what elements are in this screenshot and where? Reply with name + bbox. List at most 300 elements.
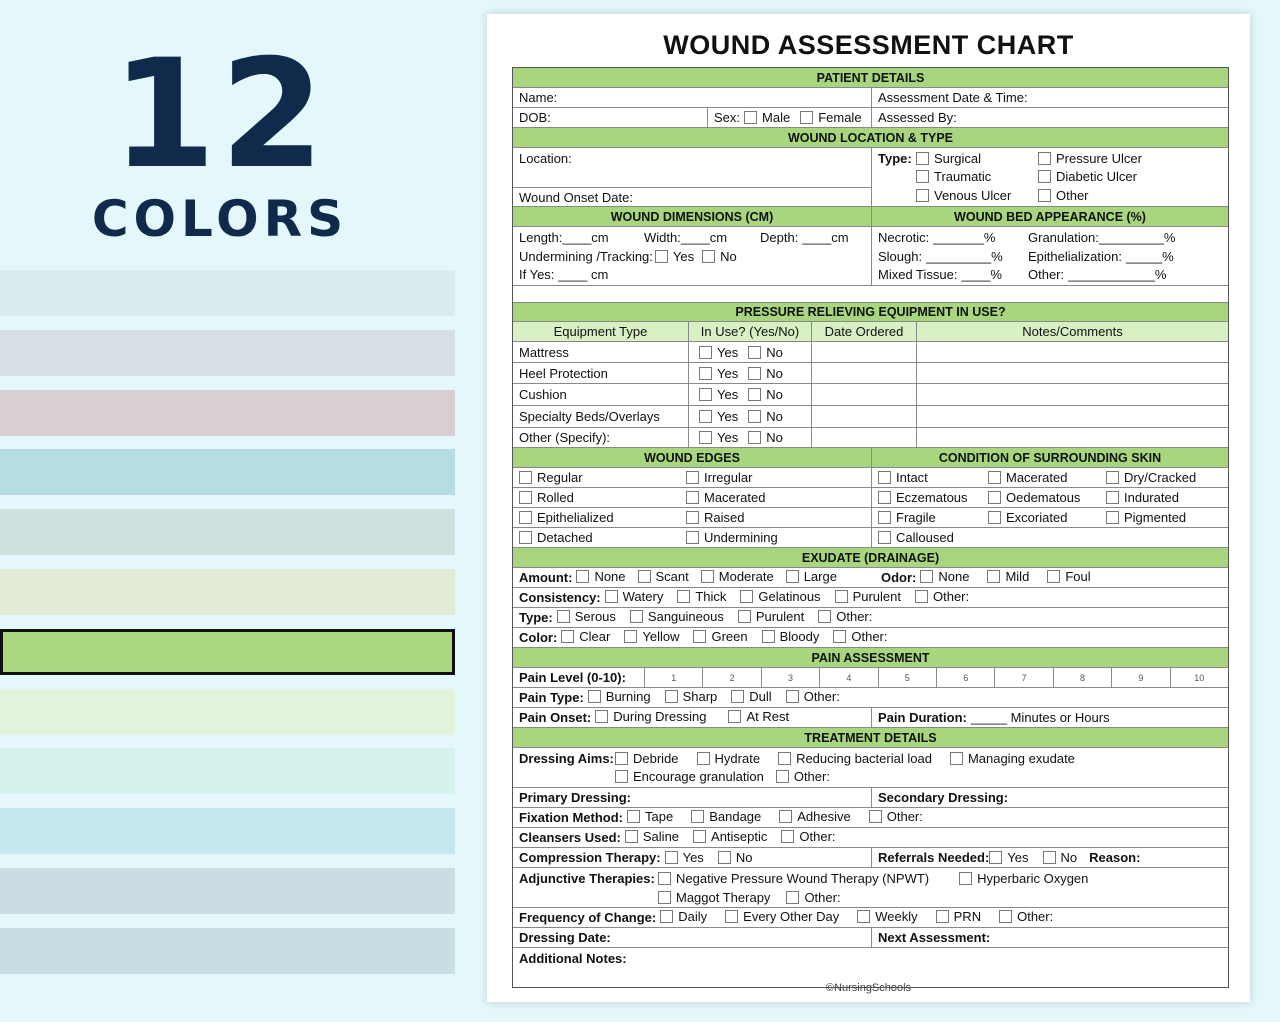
depth-label: Depth: [760, 230, 799, 245]
dressing-row [513, 788, 1228, 808]
checkbox[interactable] [519, 471, 532, 484]
option[interactable] [988, 490, 1080, 505]
option[interactable] [557, 609, 616, 624]
color-swatch[interactable] [0, 748, 455, 794]
option-label: Encourage granulation [633, 769, 764, 784]
option[interactable] [697, 751, 761, 766]
notes-cell[interactable] [916, 428, 1228, 447]
checkbox[interactable] [786, 570, 799, 583]
checkbox[interactable] [693, 630, 706, 643]
option[interactable] [605, 589, 664, 604]
option[interactable] [625, 829, 679, 844]
checkbox[interactable] [786, 690, 799, 703]
checkbox[interactable] [959, 872, 972, 885]
bed-other-field[interactable] [1028, 267, 1166, 282]
assessed-by-label: Assessed By: [878, 110, 957, 125]
option[interactable] [561, 629, 610, 644]
checkbox[interactable] [818, 610, 831, 623]
option[interactable] [878, 530, 954, 545]
checkbox[interactable] [1038, 170, 1051, 183]
color-swatch[interactable] [0, 868, 455, 914]
option[interactable] [725, 909, 839, 924]
color-swatch[interactable] [0, 390, 455, 436]
pain-scale-box[interactable]: 3 [761, 668, 819, 687]
color-swatch[interactable] [0, 270, 455, 316]
in-use-yes-checkbox[interactable] [699, 388, 712, 401]
additional-notes-label: Additional Notes: [519, 951, 627, 966]
option[interactable] [658, 890, 770, 905]
section-header-wound-edges: WOUND EDGES [513, 448, 871, 467]
checkbox[interactable] [605, 590, 618, 603]
checkbox[interactable] [950, 752, 963, 765]
checkbox[interactable] [738, 610, 751, 623]
checkbox[interactable] [1038, 152, 1051, 165]
pain-scale-box[interactable]: 6 [936, 668, 994, 687]
option[interactable] [988, 470, 1067, 485]
checkbox[interactable] [781, 830, 794, 843]
option-label: Foul [1065, 569, 1091, 584]
checkbox[interactable] [638, 570, 651, 583]
option[interactable] [686, 530, 778, 545]
exudate-consistency-row [513, 588, 1228, 608]
option[interactable] [781, 829, 835, 844]
pain-scale-box[interactable]: 7 [994, 668, 1052, 687]
option[interactable] [818, 609, 872, 624]
checkbox[interactable] [916, 152, 929, 165]
section-header-wound-bed: WOUND BED APPEARANCE (%) [871, 207, 1228, 226]
option[interactable] [950, 751, 1075, 766]
depth-field[interactable] [760, 230, 849, 245]
color-swatch[interactable] [0, 569, 455, 615]
if-yes-blank: ____ cm [558, 267, 609, 282]
pain-scale-box[interactable]: 5 [878, 668, 936, 687]
checkbox[interactable] [627, 810, 640, 823]
adjunctive-label: Adjunctive Therapies: [519, 871, 655, 886]
option[interactable] [519, 530, 593, 545]
option-label: PRN [953, 909, 982, 924]
date-ordered-cell[interactable] [811, 406, 916, 427]
option[interactable] [627, 809, 673, 824]
color-swatch[interactable] [0, 689, 455, 735]
pain-duration-field[interactable] [871, 708, 1228, 727]
checkbox[interactable] [786, 891, 799, 904]
option[interactable] [595, 709, 706, 724]
dates-row [513, 928, 1228, 948]
compression-field [513, 848, 871, 867]
checkbox[interactable] [658, 891, 671, 904]
option[interactable] [762, 629, 820, 644]
in-use-no-checkbox[interactable] [748, 388, 761, 401]
mixed-tissue-field[interactable] [878, 267, 1002, 282]
option[interactable] [786, 569, 837, 584]
checkbox[interactable] [677, 590, 690, 603]
checkbox[interactable] [857, 910, 870, 923]
option-label: Regular [537, 470, 583, 485]
referrals-yes-checkbox[interactable] [989, 851, 1002, 864]
option[interactable] [638, 569, 689, 584]
option[interactable] [576, 569, 625, 584]
option[interactable] [1106, 490, 1179, 505]
option[interactable] [615, 751, 679, 766]
slough-field[interactable] [878, 249, 1003, 264]
section-header-treatment: TREATMENT DETAILS [513, 728, 1228, 748]
option[interactable] [686, 510, 744, 525]
frequency-label: Frequency of Change: [519, 910, 657, 925]
option-label: Excoriated [1006, 510, 1068, 525]
notes-cell[interactable] [916, 363, 1228, 383]
option-label: Green [711, 629, 748, 644]
fixation-row [513, 808, 1228, 828]
pain-scale-box[interactable]: 4 [819, 668, 877, 687]
checkbox[interactable] [625, 830, 638, 843]
option[interactable] [779, 809, 850, 824]
option[interactable] [519, 490, 574, 505]
checkbox[interactable] [519, 511, 532, 524]
promo-label: COLORS [91, 190, 349, 248]
in-use-yes-checkbox[interactable] [699, 410, 712, 423]
checkbox[interactable] [920, 570, 933, 583]
necrotic-field[interactable] [878, 230, 995, 245]
checkbox[interactable] [878, 471, 891, 484]
skin-cell [871, 528, 1228, 547]
option[interactable] [1047, 569, 1090, 584]
checkbox[interactable] [916, 189, 929, 202]
checkbox[interactable] [686, 511, 699, 524]
color-swatch[interactable] [0, 509, 455, 555]
option[interactable] [686, 490, 765, 505]
option[interactable] [624, 629, 679, 644]
yes-label: Yes [682, 850, 704, 865]
type-option[interactable] [916, 188, 1011, 203]
checkbox[interactable] [686, 531, 699, 544]
length-field[interactable] [519, 230, 609, 245]
in-use-no-checkbox[interactable] [748, 410, 761, 423]
checkbox[interactable] [519, 531, 532, 544]
copyright-footer: ©NursingSchools [825, 982, 912, 994]
male-label: Male [762, 110, 791, 125]
primary-dressing-field[interactable] [513, 788, 871, 807]
option[interactable] [519, 470, 583, 485]
frequency-row [513, 908, 1228, 928]
notes-cell[interactable] [916, 342, 1228, 362]
slough-blank: _________% [926, 249, 1003, 264]
section-header-surrounding-skin: CONDITION OF SURROUNDING SKIN [871, 448, 1228, 467]
equipment-row [513, 406, 1228, 428]
checkbox[interactable] [776, 770, 789, 783]
checkbox[interactable] [916, 170, 929, 183]
option-label: Negative Pressure Wound Therapy (NPWT) [676, 871, 930, 886]
option-label: Calloused [896, 530, 954, 545]
option[interactable] [776, 769, 830, 784]
option[interactable] [519, 510, 614, 525]
type-option[interactable] [1038, 188, 1089, 203]
checkbox[interactable] [987, 570, 1000, 583]
cleansers-label: Cleansers Used: [519, 830, 621, 845]
pain-scale-box[interactable]: 2 [702, 668, 760, 687]
no-label: No [766, 365, 783, 381]
in-use-no-checkbox[interactable] [748, 431, 761, 444]
secondary-dressing-field[interactable] [871, 788, 1228, 807]
odor-label: Odor: [881, 570, 917, 585]
slough-label: Slough: [878, 249, 923, 264]
edges-skin-row [513, 508, 1228, 528]
checkbox[interactable] [665, 690, 678, 703]
edges-cell [513, 528, 871, 547]
pain-level-row [513, 668, 1228, 688]
checkbox[interactable] [1106, 471, 1119, 484]
checkbox[interactable] [519, 491, 532, 504]
checkbox[interactable] [615, 770, 628, 783]
option[interactable] [833, 629, 887, 644]
pain-scale-box[interactable]: 10 [1170, 668, 1228, 687]
option[interactable] [835, 589, 901, 604]
option[interactable] [731, 689, 771, 704]
option[interactable] [987, 569, 1029, 584]
in-use-yes-checkbox[interactable] [699, 346, 712, 359]
pain-type-row [513, 688, 1228, 708]
checkbox[interactable] [988, 471, 1001, 484]
checkbox[interactable] [697, 752, 710, 765]
option[interactable] [658, 871, 929, 886]
checkbox[interactable] [595, 710, 608, 723]
epithelialization-field[interactable] [1028, 249, 1174, 264]
option[interactable] [869, 809, 923, 824]
compression-no-checkbox[interactable] [718, 851, 731, 864]
in-use-yes-checkbox[interactable] [699, 367, 712, 380]
checkbox[interactable] [557, 610, 570, 623]
option-label: Every Other Day [743, 909, 840, 924]
checkbox[interactable] [686, 491, 699, 504]
dressing-date-field[interactable] [513, 928, 871, 947]
checkbox[interactable] [624, 630, 637, 643]
yes-label: Yes [717, 409, 739, 424]
option[interactable] [740, 589, 820, 604]
checkbox[interactable] [936, 910, 949, 923]
date-ordered-cell[interactable] [811, 363, 916, 383]
location-field[interactable] [513, 148, 871, 188]
option-label: Tape [645, 809, 674, 824]
exudate-color-field [513, 628, 1228, 647]
option[interactable] [786, 890, 840, 905]
if-yes-field[interactable] [519, 267, 608, 282]
checkbox[interactable] [588, 690, 601, 703]
dob-field[interactable] [513, 108, 707, 127]
type-option-label: Other [1056, 188, 1089, 203]
option-label: Eczematous [896, 490, 968, 505]
notes-cell[interactable] [916, 406, 1228, 427]
type-option-label: Pressure Ulcer [1056, 151, 1142, 166]
option[interactable] [988, 510, 1067, 525]
epithelialization-blank: _____% [1125, 249, 1174, 264]
checkbox[interactable] [658, 872, 671, 885]
color-swatch[interactable] [0, 808, 455, 854]
edges-skin-row [513, 488, 1228, 508]
checkbox[interactable] [999, 910, 1012, 923]
option-label: Dull [749, 689, 772, 704]
checkbox[interactable] [1038, 189, 1051, 202]
dressing-aims-row [513, 748, 1228, 788]
option[interactable] [660, 909, 707, 924]
option-label: Other: [932, 589, 970, 604]
pain-scale-box[interactable]: 8 [1053, 668, 1111, 687]
patient-row-2 [513, 108, 1228, 128]
checkbox[interactable] [869, 810, 882, 823]
option[interactable] [588, 689, 651, 704]
option[interactable] [915, 589, 969, 604]
type-option-label: Surgical [934, 151, 981, 166]
pain-scale-box[interactable]: 1 [644, 668, 702, 687]
option[interactable] [778, 751, 932, 766]
checkbox[interactable] [731, 690, 744, 703]
date-ordered-cell[interactable] [811, 342, 916, 362]
checkbox[interactable] [878, 511, 891, 524]
type-option[interactable] [1038, 169, 1137, 184]
compression-yes-checkbox[interactable] [665, 851, 678, 864]
option[interactable] [691, 809, 761, 824]
assessment-date-field[interactable] [871, 88, 1228, 107]
undermining-field [519, 249, 737, 264]
option[interactable] [786, 689, 840, 704]
dressing-date-label: Dressing Date: [519, 930, 611, 945]
in-use-cell [688, 384, 811, 405]
option[interactable] [630, 609, 724, 624]
option[interactable] [878, 470, 928, 485]
wound-type-field [871, 148, 1228, 206]
no-label: No [1060, 850, 1078, 865]
referrals-no-checkbox[interactable] [1043, 851, 1056, 864]
width-field[interactable] [644, 230, 727, 245]
undermining-yes-checkbox[interactable] [655, 250, 668, 263]
option[interactable] [857, 909, 917, 924]
option[interactable] [878, 490, 968, 505]
option[interactable] [959, 871, 1088, 886]
color-swatch[interactable] [0, 330, 455, 376]
undermining-no-checkbox[interactable] [702, 250, 715, 263]
option-label: Clear [579, 629, 611, 644]
date-ordered-cell[interactable] [811, 428, 916, 447]
equipment-type-cell [513, 428, 688, 447]
option-label: Other: [793, 769, 830, 784]
assessed-by-field[interactable] [871, 108, 1228, 127]
checkbox[interactable] [778, 752, 791, 765]
option-label: Purulent [755, 609, 805, 624]
equipment-type-cell [513, 363, 688, 383]
checkbox[interactable] [691, 810, 704, 823]
in-use-cell [688, 363, 811, 383]
name-label: Name: [519, 90, 558, 105]
option[interactable] [693, 629, 747, 644]
pain-duration-label: Pain Duration: [878, 710, 967, 725]
option[interactable] [728, 709, 789, 724]
female-checkbox[interactable] [800, 111, 813, 124]
checkbox[interactable] [835, 590, 848, 603]
in-use-yes-checkbox[interactable] [699, 431, 712, 444]
in-use-cell [688, 428, 811, 447]
checkbox[interactable] [833, 630, 846, 643]
checkbox[interactable] [561, 630, 574, 643]
color-swatch[interactable] [0, 928, 455, 974]
option[interactable] [701, 569, 774, 584]
pain-scale-box[interactable]: 9 [1111, 668, 1169, 687]
in-use-no-checkbox[interactable] [748, 367, 761, 380]
dob-label: DOB: [519, 110, 551, 125]
granulation-field[interactable] [1028, 230, 1175, 245]
checkbox[interactable] [1047, 570, 1060, 583]
next-assessment-field[interactable] [871, 928, 1228, 947]
option[interactable] [920, 569, 969, 584]
option[interactable] [738, 609, 804, 624]
color-swatch[interactable] [0, 629, 455, 675]
male-checkbox[interactable] [744, 111, 757, 124]
yes-label: Yes [717, 387, 739, 402]
checkbox[interactable] [576, 570, 589, 583]
option[interactable] [677, 589, 726, 604]
type-option[interactable] [916, 169, 991, 184]
type-option[interactable] [916, 151, 981, 166]
option[interactable] [665, 689, 718, 704]
option[interactable] [693, 829, 767, 844]
option-label: Burning [605, 689, 651, 704]
in-use-no-checkbox[interactable] [748, 346, 761, 359]
notes-cell[interactable] [916, 384, 1228, 405]
option-label: Indurated [1124, 490, 1179, 505]
frequency-field [513, 908, 1228, 927]
checkbox[interactable] [878, 531, 891, 544]
equipment-type-label: Cushion [519, 387, 567, 402]
type-option[interactable] [1038, 151, 1142, 166]
checkbox[interactable] [660, 910, 673, 923]
checkbox[interactable] [725, 910, 738, 923]
option[interactable] [615, 769, 764, 784]
date-ordered-cell[interactable] [811, 384, 916, 405]
cleansers-field [513, 828, 1228, 847]
checkbox[interactable] [630, 610, 643, 623]
checkbox[interactable] [915, 590, 928, 603]
option[interactable] [878, 510, 936, 525]
option[interactable] [1106, 510, 1186, 525]
option[interactable] [686, 470, 752, 485]
col-header-in-use: In Use? (Yes/No) [688, 322, 811, 341]
checkbox[interactable] [1106, 491, 1119, 504]
option-label: Irregular [704, 470, 753, 485]
onset-label: Wound Onset Date: [519, 190, 633, 205]
checkbox[interactable] [701, 570, 714, 583]
option-label: Other: [851, 629, 888, 644]
checkbox[interactable] [988, 491, 1001, 504]
option-label: Serous [574, 609, 616, 624]
option[interactable] [936, 909, 981, 924]
name-field[interactable] [513, 88, 871, 107]
option-label: Other: [803, 689, 840, 704]
option[interactable] [1106, 470, 1196, 485]
dimensions-header-row [513, 207, 1228, 227]
checkbox[interactable] [686, 471, 699, 484]
checkbox[interactable] [878, 491, 891, 504]
option[interactable] [999, 909, 1053, 924]
checkbox[interactable] [728, 710, 741, 723]
checkbox[interactable] [693, 830, 706, 843]
checkbox[interactable] [1106, 511, 1119, 524]
checkbox[interactable] [779, 810, 792, 823]
equipment-row [513, 428, 1228, 448]
checkbox[interactable] [762, 630, 775, 643]
checkbox[interactable] [988, 511, 1001, 524]
checkbox[interactable] [740, 590, 753, 603]
checkbox[interactable] [615, 752, 628, 765]
option-label: Detached [537, 530, 593, 545]
color-swatch[interactable] [0, 449, 455, 495]
option-label: Daily [678, 909, 708, 924]
